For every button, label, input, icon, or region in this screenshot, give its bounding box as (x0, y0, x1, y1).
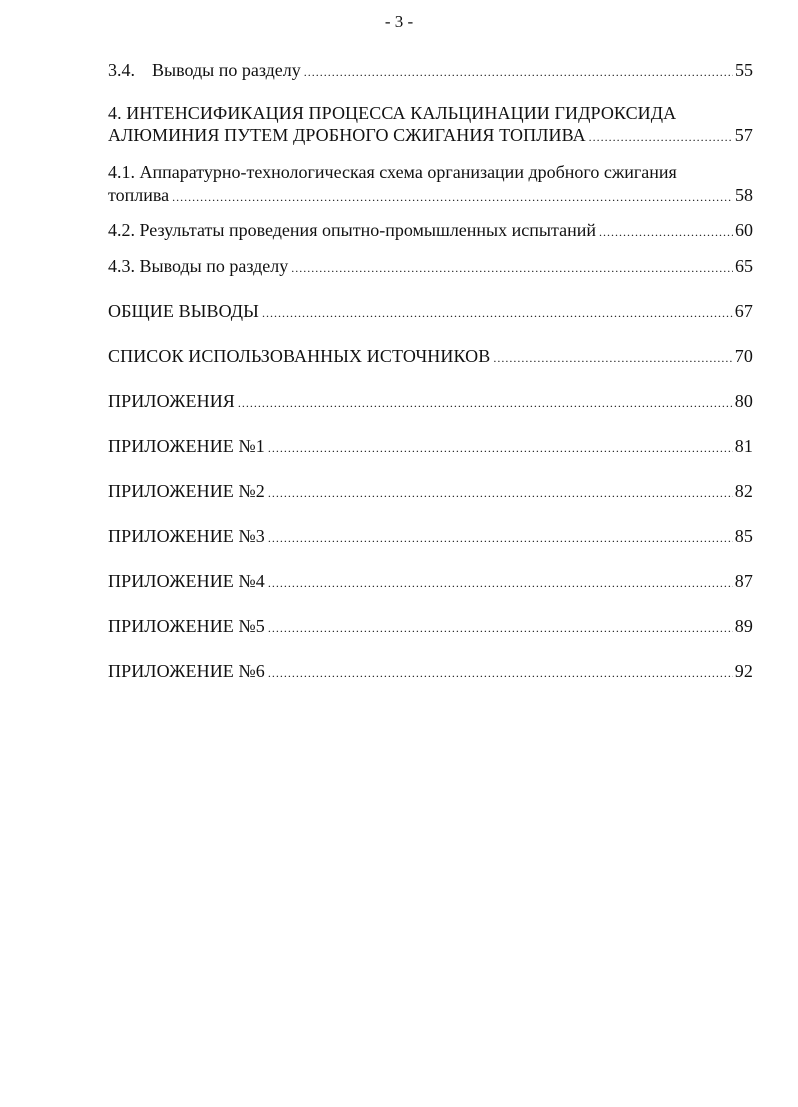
toc-page-number: 89 (734, 616, 753, 636)
toc-entry-title-line1: 4. ИНТЕНСИФИКАЦИЯ ПРОЦЕССА КАЛЬЦИНАЦИИ ГИДРОКСИДА (108, 103, 677, 123)
leader-dots (262, 301, 733, 325)
toc-page-number: 70 (734, 346, 753, 366)
toc-page-number: 67 (734, 301, 753, 321)
toc-entry-title-line2: топлива (108, 185, 170, 205)
toc-entry-appendix-6[interactable] (108, 659, 753, 685)
toc-entry-title: ПРИЛОЖЕНИЯ (108, 391, 235, 411)
toc-entry-3-4[interactable] (108, 58, 753, 84)
toc-page-number: 82 (734, 481, 753, 501)
toc-page-number: 92 (734, 661, 753, 681)
leader-dots (268, 436, 733, 460)
toc-page-number: 81 (734, 436, 753, 456)
toc-entry-4-1[interactable] (108, 161, 753, 209)
leader-dots (238, 391, 733, 415)
toc-entry-title: ПРИЛОЖЕНИЕ №1 (108, 436, 265, 456)
toc-entry-appendix-3[interactable] (108, 524, 753, 550)
leader-dots (589, 126, 733, 148)
toc-entry-title: 4.2. Результаты проведения опытно-промышленных испытаний (108, 220, 596, 240)
leader-dots (268, 616, 733, 640)
leader-dots (493, 346, 732, 370)
toc-entry-4-3[interactable] (108, 254, 753, 280)
toc-entry-title: ОБЩИЕ ВЫВОДЫ (108, 301, 259, 321)
page-number: - 3 - (384, 12, 414, 31)
toc-entry-title: 4.3. Выводы по разделу (108, 256, 289, 276)
toc-page-number: 85 (734, 526, 753, 546)
toc-page-number: 65 (735, 256, 753, 276)
leader-dots (268, 661, 733, 685)
toc-entry-appendix-2[interactable] (108, 479, 753, 505)
toc-page-number: 57 (734, 125, 753, 145)
leader-dots (291, 256, 733, 280)
toc-entry-appendix-1[interactable] (108, 434, 753, 460)
toc-entry-number: 3.4. (108, 60, 135, 80)
leader-dots (599, 220, 733, 244)
toc-entry-title: ПРИЛОЖЕНИЕ №3 (108, 526, 265, 546)
toc-entry-sources[interactable] (108, 344, 753, 370)
leader-dots (304, 60, 733, 84)
toc-entry-title: СПИСОК ИСПОЛЬЗОВАННЫХ ИСТОЧНИКОВ (108, 346, 491, 366)
toc-entry-title: ПРИЛОЖЕНИЕ №2 (108, 481, 265, 501)
toc-page-number: 60 (735, 220, 753, 240)
toc-entry-appendix-5[interactable] (108, 614, 753, 640)
toc-entry-title: ПРИЛОЖЕНИЕ №4 (108, 571, 265, 591)
leader-dots (268, 526, 733, 550)
toc-entry-4[interactable] (108, 102, 753, 148)
toc-entry-label (108, 58, 301, 82)
toc-page-number: 55 (735, 60, 753, 80)
leader-dots (172, 185, 733, 209)
toc-entry-title: Выводы по разделу (152, 60, 301, 80)
toc-entry-title-line2: АЛЮМИНИЯ ПУТЕМ ДРОБНОГО СЖИГАНИЯ ТОПЛИВА (108, 125, 586, 145)
toc-entry-title: ПРИЛОЖЕНИЕ №5 (108, 616, 265, 636)
toc-entry-general-conclusions[interactable] (108, 299, 753, 325)
leader-dots (268, 481, 733, 505)
leader-dots (268, 571, 733, 595)
toc-entry-title: ПРИЛОЖЕНИЕ №6 (108, 661, 265, 681)
toc-entry-4-2[interactable] (108, 218, 753, 244)
toc-entry-title-line1: 4.1. Аппаратурно-технологическая схема организации дробного сжигания (108, 162, 677, 182)
toc-page-number: 80 (734, 391, 753, 411)
toc-entry-appendix-4[interactable] (108, 569, 753, 595)
toc-entry-appendices[interactable] (108, 389, 753, 415)
toc-page-number: 58 (735, 185, 753, 205)
toc-page-number: 87 (734, 571, 753, 591)
